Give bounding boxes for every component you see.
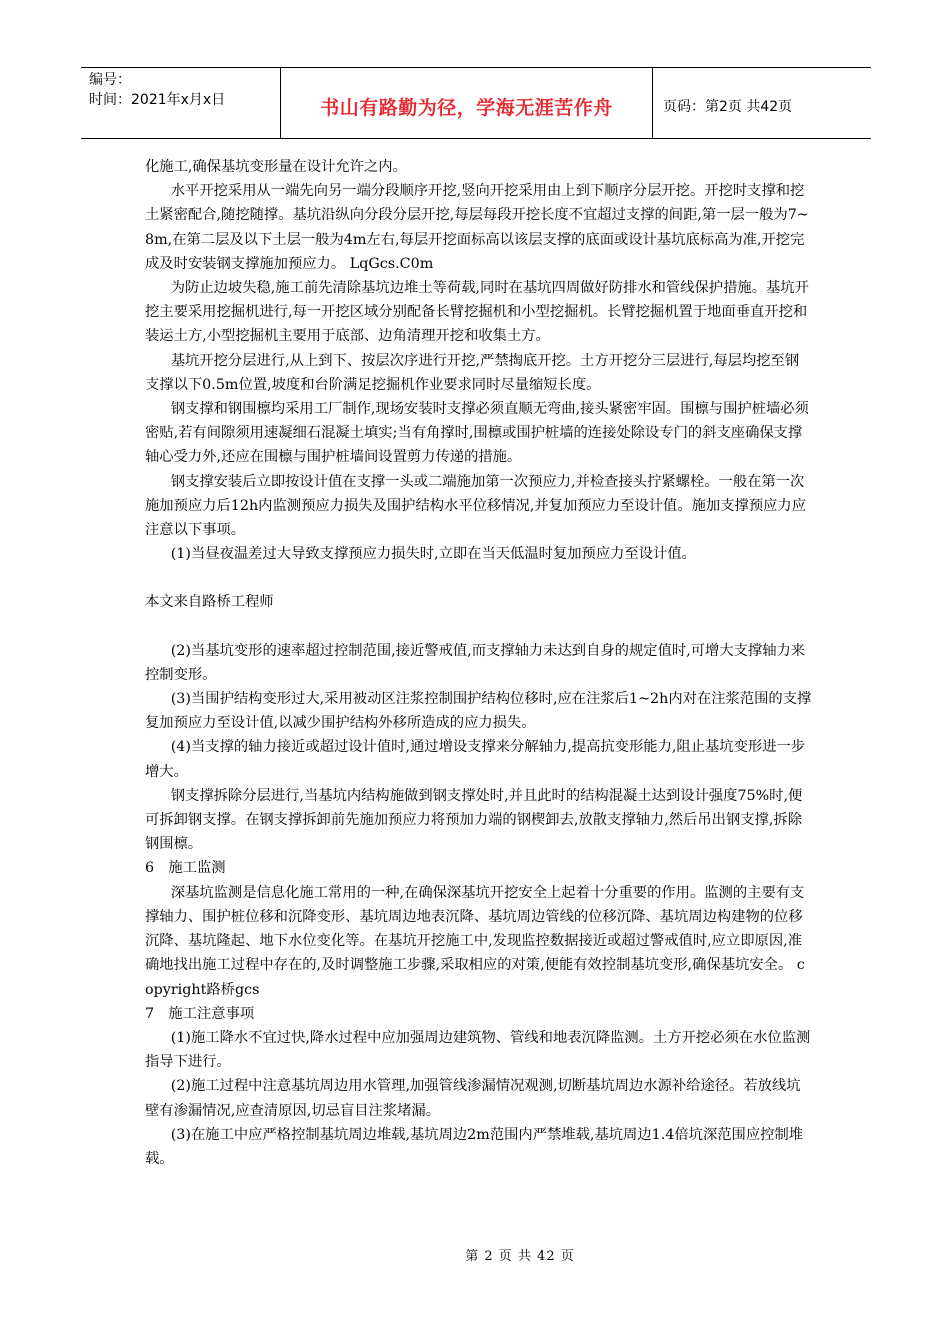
section-heading: 7 施工注意事项: [145, 1005, 255, 1022]
header-page-info: 页码：第2页 共42页: [663, 99, 793, 115]
body-paragraph: 钢支撑拆除分层进行,当基坑内结构施做到钢支撑处时,并且此时的结构混凝土达到设计强度75%时,便可拆卸钢支撑。在钢支撑拆卸前先施加预应力将预加力端的钢楔卸去,放散支撑轴力,然后吊出钢支撑,拆除钢围檩。: [145, 787, 803, 853]
header-motto-cell: [281, 68, 653, 138]
document-body: [145, 155, 813, 1171]
document-date: 时间：2021年x月x日: [89, 92, 226, 108]
body-paragraph: 本文来自路桥工程师: [145, 594, 274, 611]
header-meta: [81, 68, 281, 138]
body-paragraph: (2)施工过程中注意基坑周边用水管理,加强管线渗漏情况观测,切断基坑周边水源补给途径。若放线坑壁有渗漏情况,应查清原因,切忌盲目注浆堵漏。: [145, 1078, 801, 1119]
body-paragraph: 化施工,确保基坑变形量在设计允许之内。: [145, 159, 407, 175]
body-paragraph: 基坑开挖分层进行,从上到下、按层次序进行开挖,严禁掏底开挖。土方开挖分三层进行,每层均挖至钢支撑以下0.5m位置,坡度和台阶满足挖掘机作业要求同时尽量缩短长度。: [145, 352, 800, 393]
body-paragraph: 钢支撑和钢围檩均采用工厂制作,现场安装时支撑必须直顺无弯曲,接头紧密牢固。围檩与围护桩墙必须密贴,若有间隙须用速凝细石混凝土填实;当有角撑时,围檩或围护桩墙的连接处除设专门的斜支座确保支撑轴心受力外,还应在围檩与围护桩墙间设置剪力传递的措施。: [145, 401, 809, 466]
body-paragraph: 为防止边坡失稳,施工前先清除基坑边堆土等荷载,同时在基坑四周做好防排水和管线保护措施。基坑开挖主要采用挖掘机进行,每一开挖区域分别配备长臂挖掘机和小型挖掘机。长臂挖掘机置于地面垂直开挖和装运土方,小型挖掘机主要用于底部、边角清理开挖和收集土方。: [145, 280, 809, 345]
section-heading: 6 施工监测: [145, 860, 226, 877]
page-footer: 第 2 页 共 42 页: [465, 1249, 575, 1264]
header-motto: 书山有路勤为径，学海无涯苦作舟: [320, 96, 613, 119]
body-paragraph: (2)当基坑变形的速率超过控制范围,接近警戒值,而支撑轴力未达到自身的规定值时,可增大支撑轴力来控制变形。: [145, 642, 806, 683]
document-number: 编号：: [89, 72, 131, 88]
body-paragraph: (1)施工降水不宜过快,降水过程中应加强周边建筑物、管线和地表沉降监测。土方开挖必须在水位监测指导下进行。: [145, 1029, 811, 1071]
body-paragraph: 水平开挖采用从一端先向另一端分段顺序开挖,竖向开挖采用由上到下顺序分层开挖。开挖时支撑和挖土紧密配合,随挖随撑。基坑沿纵向分段分层开挖,每层每段开挖长度不宜超过支撑的间距,第一层一般为7~8m,在第二层及以下土层一般为4m左右,每层开挖面标高以该层支撑的底面或设计基坑底标高为准,开挖完成及时安装钢支撑施加预应力。 LqGcs.C0m: [145, 183, 809, 272]
body-paragraph: 钢支撑安装后立即按设计值在支撑一头或二端施加第一次预应力,并检查接头拧紧螺栓。一般在第一次施加预应力后12h内监测预应力损失及围护结构水平位移情况,并复加预应力至设计值。施加支撑预应力应注意以下事项。: [145, 473, 807, 539]
body-paragraph: (3)当围护结构变形过大,采用被动区注浆控制围护结构位移时,应在注浆后1~2h内对在注浆范围的支撑复加预应力至设计值,以减少围护结构外移所造成的应力损失。: [145, 691, 812, 732]
blank-line: [145, 615, 813, 639]
page-header: [81, 67, 871, 139]
body-paragraph: (3)在施工中应严格控制基坑周边堆载,基坑周边2m范围内严禁堆载,基坑周边1.4倍坑深范围应控制堆载。: [145, 1126, 804, 1167]
body-paragraph: (1)当昼夜温差过大导致支撑预应力损失时,立即在当天低温时复加预应力至设计值。: [170, 546, 696, 563]
blank-line: [145, 566, 813, 590]
body-paragraph: (4)当支撑的轴力接近或超过设计值时,通过增设支撑来分解轴力,提高抗变形能力,阻止基坑变形进一步增大。: [145, 739, 806, 780]
body-paragraph: 深基坑监测是信息化施工常用的一种,在确保深基坑开挖安全上起着十分重要的作用。监测的主要有支撑轴力、围护桩位移和沉降变形、基坑周边地表沉降、基坑周边管线的位移沉降、基坑周边构建物的位移沉降、基坑隆起、地下水位变化等。在基坑开挖施工中,发现监控数据接近或超过警戒值时,应立即原因,准确地找出施工过程中存在的,及时调整施工步骤,采取相应的对策,便能有效控制基坑变形,确保基坑安全。 copyright路桥gcs: [145, 884, 805, 998]
